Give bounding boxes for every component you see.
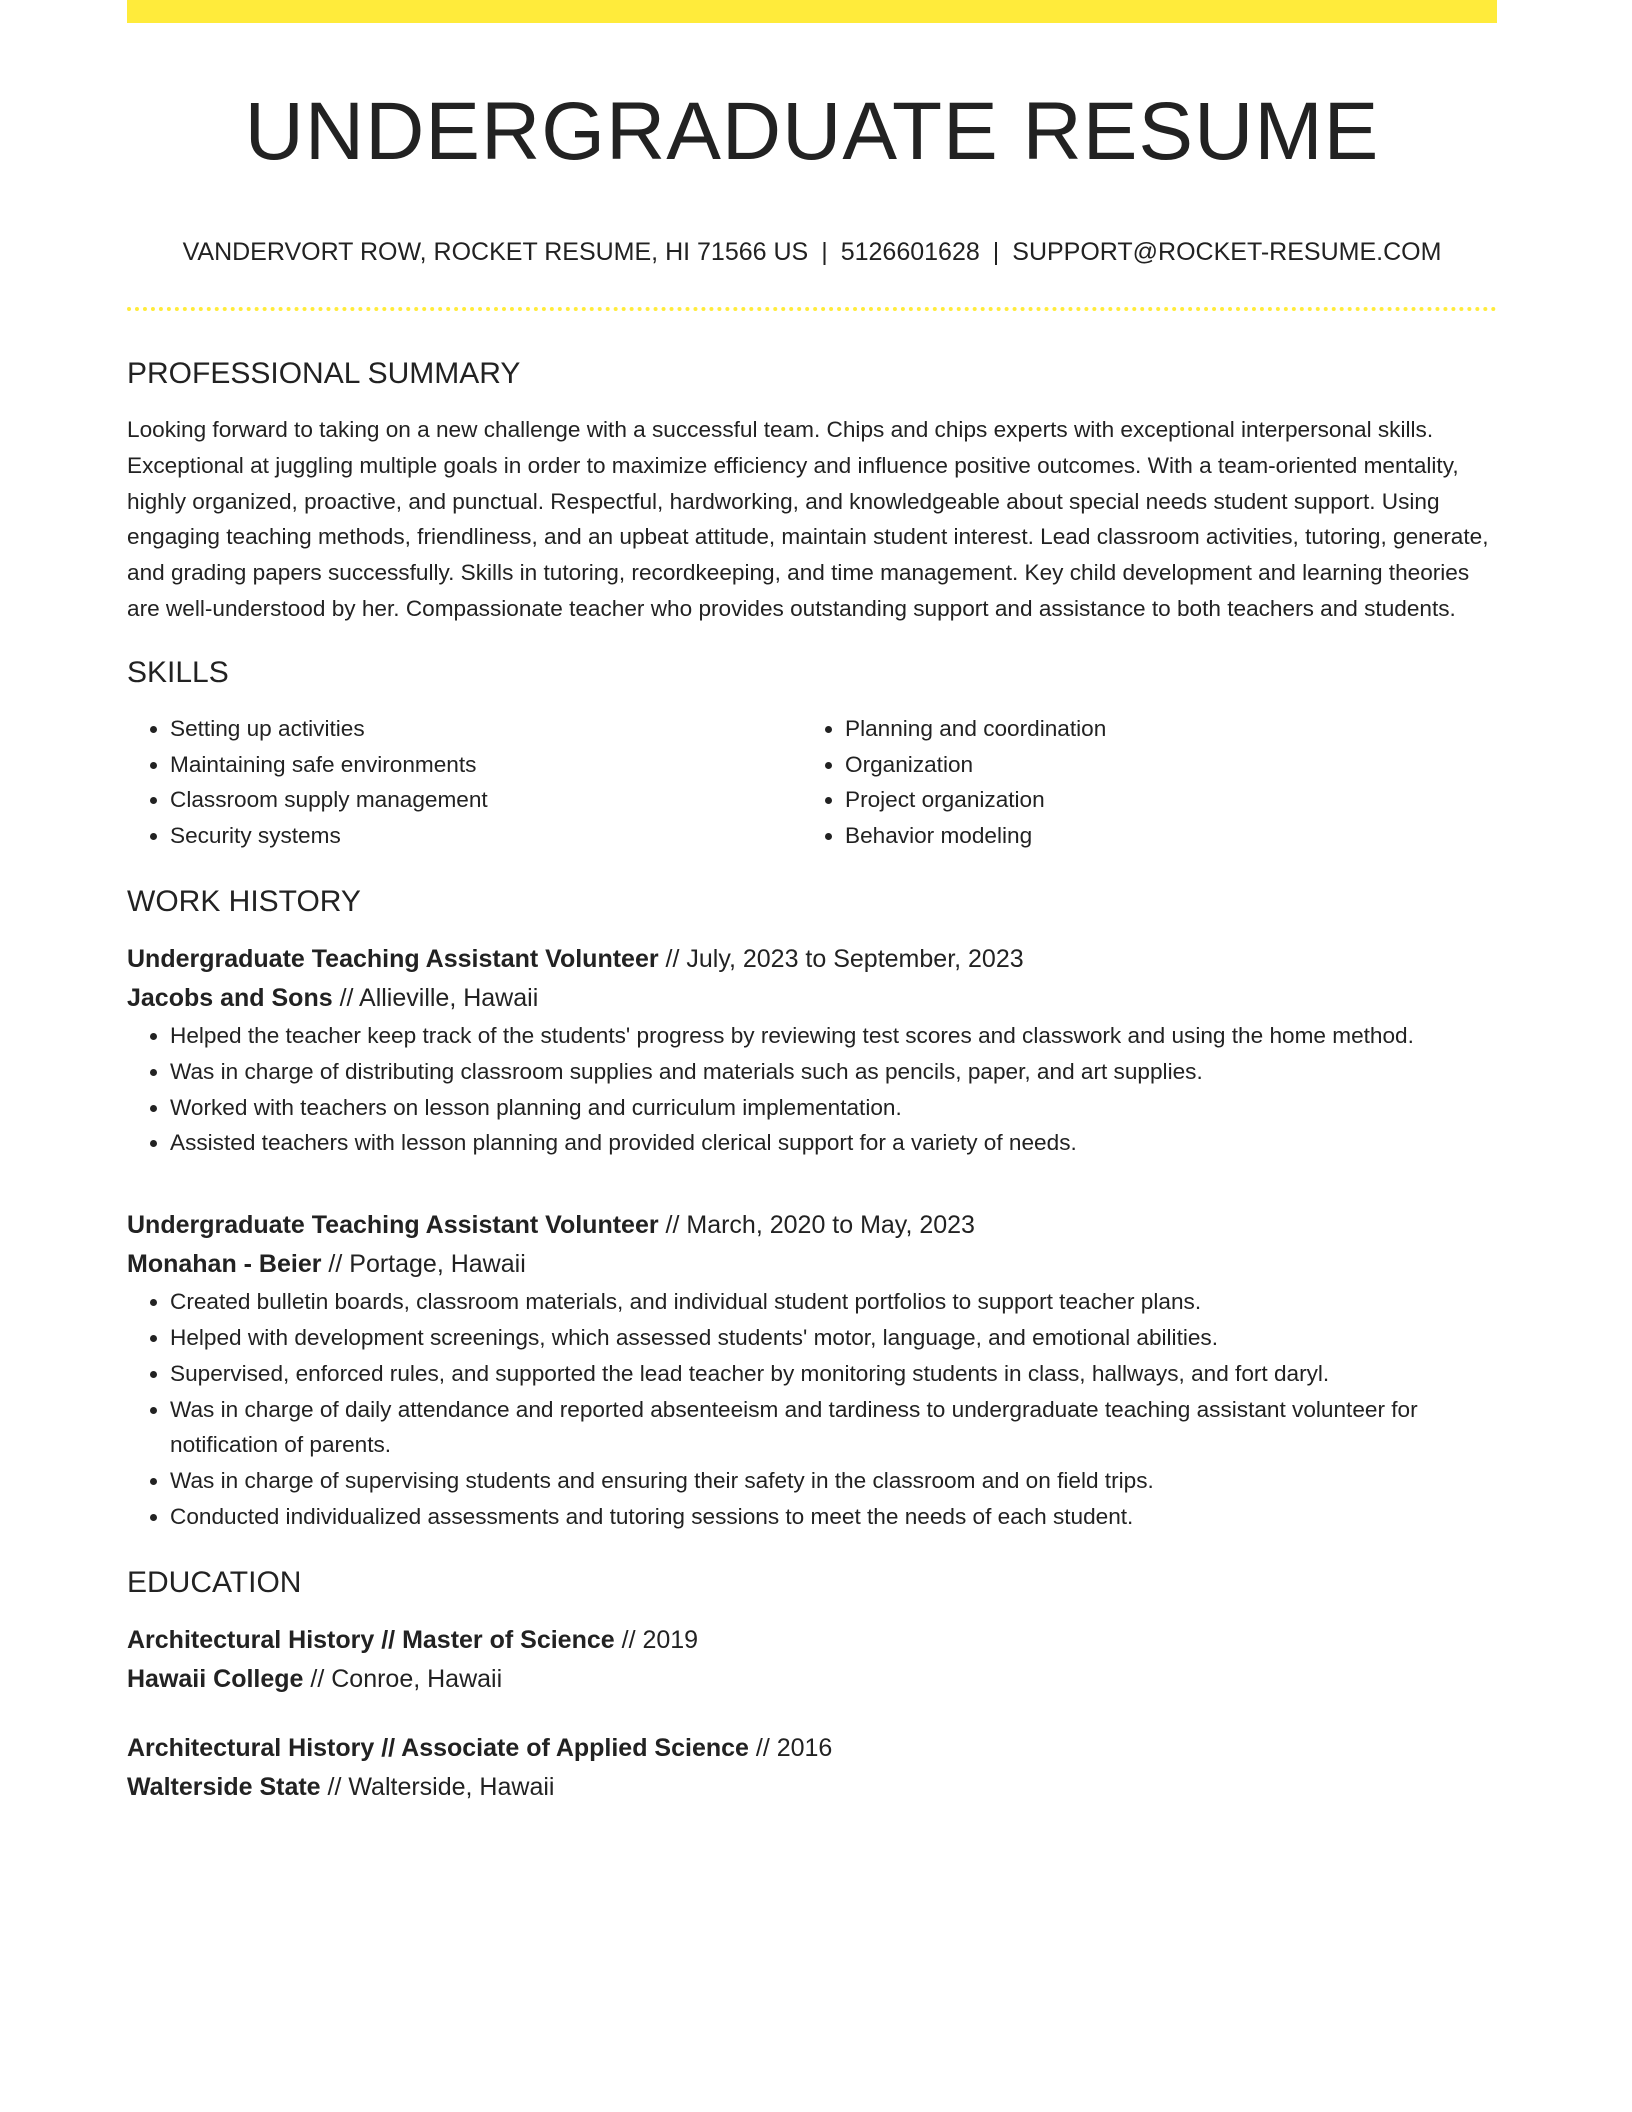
contact-email: SUPPORT@ROCKET-RESUME.COM [1012,238,1442,266]
job-bullet: • Was in charge of distributing classroom supplies and materials such as pencils, paper, and art supplies. [170,1054,1497,1090]
job-bullet: • Supervised, enforced rules, and supported the lead teacher by monitoring students in class, hallways, and fort daryl. [170,1356,1497,1392]
job-role: Undergraduate Teaching Assistant Volunteer [127,944,659,973]
education-section-title: EDUCATION [127,1565,302,1599]
school: Walterside State [127,1772,321,1801]
job-title-line [127,1206,1497,1245]
skill-item: • Maintaining safe environments [170,747,802,783]
school: Hawaii College [127,1664,304,1693]
degree: Architectural History // Master of Science [127,1625,615,1654]
skills-list-left [127,711,802,854]
job-role: Undergraduate Teaching Assistant Volunteer [127,1211,659,1240]
contact-separator: | [992,238,1000,266]
degree: Architectural History // Associate of Applied Science [127,1733,749,1762]
work-history-section-title: WORK HISTORY [127,884,361,918]
job-company-line [127,979,1497,1018]
skills-section-title: SKILLS [127,655,229,689]
skill-item: • Setting up activities [170,711,802,747]
job-location: // Portage, Hawaii [321,1250,526,1279]
job-bullet: • Assisted teachers with lesson planning and provided clerical support for a variety of needs. [170,1125,1497,1161]
degree-year: // 2016 [748,1733,833,1762]
job-dates: // March, 2020 to May, 2023 [658,1211,975,1240]
skill-item: • Project organization [845,782,1477,818]
job-bullet: • Helped with development screenings, which assessed students' motor, language, and emotional abilities. [170,1320,1497,1356]
summary-paragraph: Looking forward to taking on a new challenge with a successful team. Chips and chips experts with exceptional interpersonal skills. Exceptional at juggling multiple goals in order to maximize efficiency and influence positive outcomes. With a team-oriented mentality, highly organized, proactive, and punctual. Respectful, hardworking, and knowledgeable about special needs student support. Using engaging teaching methods, friendliness, and an upbeat attitude, maintain student interest. Lead classroom activities, tutoring, generate, and grading papers successfully. Skills in tutoring, recordkeeping, and time management. Key child development and learning theories are well-understood by her. Compassionate teacher who provides outstanding support and assistance to both teachers and students. [127,417,1489,621]
contact-separator: | [821,238,828,266]
summary-section-title: PROFESSIONAL SUMMARY [127,357,521,390]
school-location: // Conroe, Hawaii [303,1664,503,1693]
contact-line [127,237,1497,267]
resume-name-heading: UNDERGRADUATE RESUME [244,86,1380,177]
job-dates: // July, 2023 to September, 2023 [658,944,1024,973]
job-bullet: • Helped the teacher keep track of the students' progress by reviewing test scores and classwork and using the home method. [170,1018,1497,1054]
job-company: Jacobs and Sons [127,983,333,1012]
job-location: // Allieville, Hawaii [332,983,539,1012]
job-company-line [127,1245,1497,1284]
job-bullet: • Worked with teachers on lesson planning and curriculum implementation. [170,1090,1497,1126]
contact-phone: 5126601628 [840,238,980,266]
job-bullet: • Was in charge of supervising students and ensuring their safety in the classroom and on field trips. [170,1463,1497,1499]
job-bullet: • Created bulletin boards, classroom materials, and individual student portfolios to support teacher plans. [170,1284,1497,1320]
job-bullet-list [127,1284,1497,1535]
dotted-divider [127,307,1497,311]
accent-top-bar [127,0,1497,23]
job-bullet: • Conducted individualized assessments and tutoring sessions to meet the needs of each student. [170,1499,1497,1535]
skills-list-right [802,711,1477,854]
skill-item: • Classroom supply management [170,782,802,818]
contact-address: VANDERVORT ROW, ROCKET RESUME, HI 71566 US [182,238,809,266]
job-bullet: • Was in charge of daily attendance and reported absenteeism and tardiness to undergraduate teaching assistant volunteer for notification of parents. [170,1392,1497,1464]
education-entry [127,1621,1497,1699]
skill-item: • Security systems [170,818,802,854]
job-company: Monahan - Beier [127,1250,322,1279]
skills-grid [127,711,1497,854]
resume-page [127,0,1497,1807]
degree-line [127,1621,1497,1660]
school-line [127,1768,1497,1807]
job-title-line [127,940,1497,979]
degree-line [127,1729,1497,1768]
school-location: // Walterside, Hawaii [320,1772,555,1801]
skill-item: • Behavior modeling [845,818,1477,854]
work-entry [127,1206,1497,1535]
school-line [127,1660,1497,1699]
skill-item: • Planning and coordination [845,711,1477,747]
education-entry [127,1729,1497,1807]
skill-item: • Organization [845,747,1477,783]
job-bullet-list [127,1018,1497,1161]
degree-year: // 2019 [614,1625,699,1654]
work-entry [127,940,1497,1161]
